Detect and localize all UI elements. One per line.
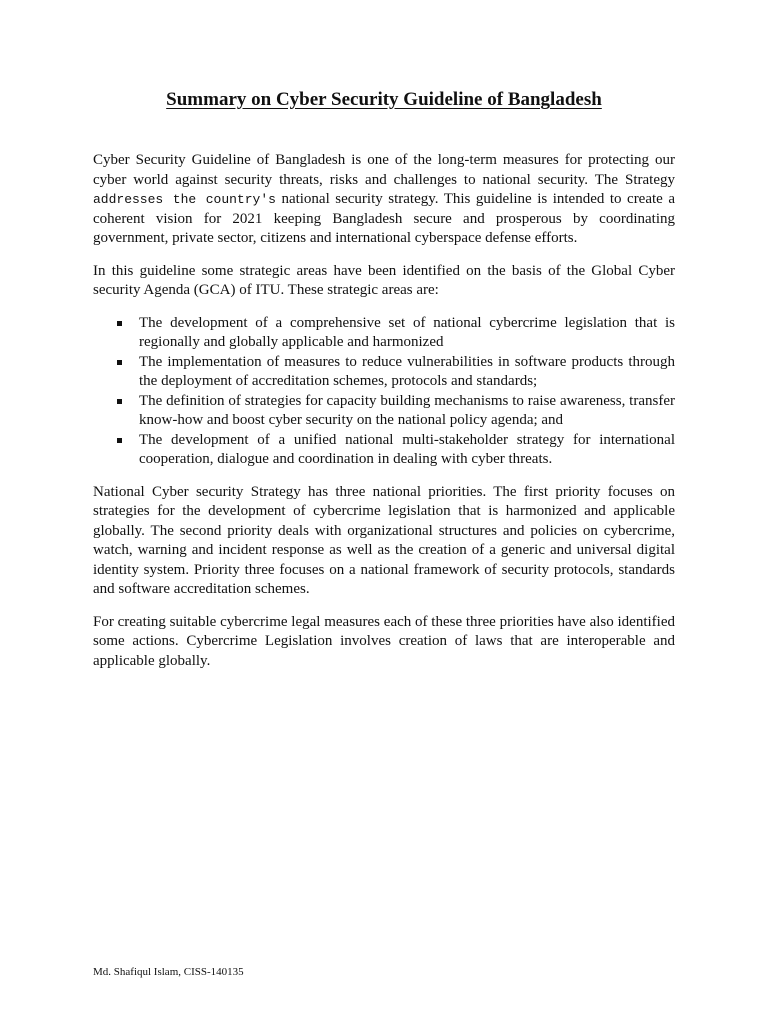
paragraph-intro-part2: national security strategy. This guideline is intended to create a coherent vision for 2021 keeping Bangladesh secure and prosperous by coordinating government, private sector, citizens and international cyberspace defense efforts. [93,191,675,246]
list-item-text: The development of a comprehensive set of national cybercrime legislation that is regionally and globally applicable and harmonized [139,314,675,350]
page-footer-author: Md. Shafiqul Islam, CISS-140135 [93,966,244,978]
paragraph-actions: For creating suitable cybercrime legal measures each of these three priorities have also identified some actions. Cybercrime Legislation involves creation of laws that are interoperable and applicable globally. [93,613,675,669]
paragraph-priorities: National Cyber security Strategy has three national priorities. The first priority focuses on strategies for the development of cybercrime legislation that is harmonized and applicable globally. The second priority deals with organizational structures and policies on cybercrime, watch, warning and incident response as well as the creation of a generic and universal digital identity system. Priority three focuses on a national framework of security protocols, standards and software accreditation schemes. [93,483,675,597]
paragraph-intro-mono: addresses the country's [93,192,276,207]
list-item [139,431,675,470]
square-bullet-icon [117,321,122,326]
document-body [93,151,675,684]
list-item [139,353,675,392]
paragraph-strategic-areas: In this guideline some strategic areas have been identified on the basis of the Global Cyber security Agenda (GCA) of ITU. These strategic areas are: [93,262,675,298]
square-bullet-icon [117,360,122,365]
square-bullet-icon [117,399,122,404]
strategic-areas-list [93,314,675,470]
square-bullet-icon [117,438,122,443]
paragraph-intro [93,151,675,249]
list-item [139,314,675,353]
list-item-text: The implementation of measures to reduce vulnerabilities in software products through the deployment of accreditation schemes, protocols and standards; [139,353,675,389]
list-item-text: The development of a unified national multi-stakeholder strategy for international cooperation, dialogue and coordination in dealing with cyber threats. [139,431,675,467]
list-item-text: The definition of strategies for capacity building mechanisms to raise awareness, transfer know-how and boost cyber security on the national policy agenda; and [139,392,675,428]
document-title: Summary on Cyber Security Guideline of Bangladesh [166,89,602,110]
paragraph-intro-part1: Cyber Security Guideline of Bangladesh is one of the long-term measures for protecting our cyber world against security threats, risks and challenges to national security. The Strategy [93,152,675,188]
list-item [139,392,675,431]
